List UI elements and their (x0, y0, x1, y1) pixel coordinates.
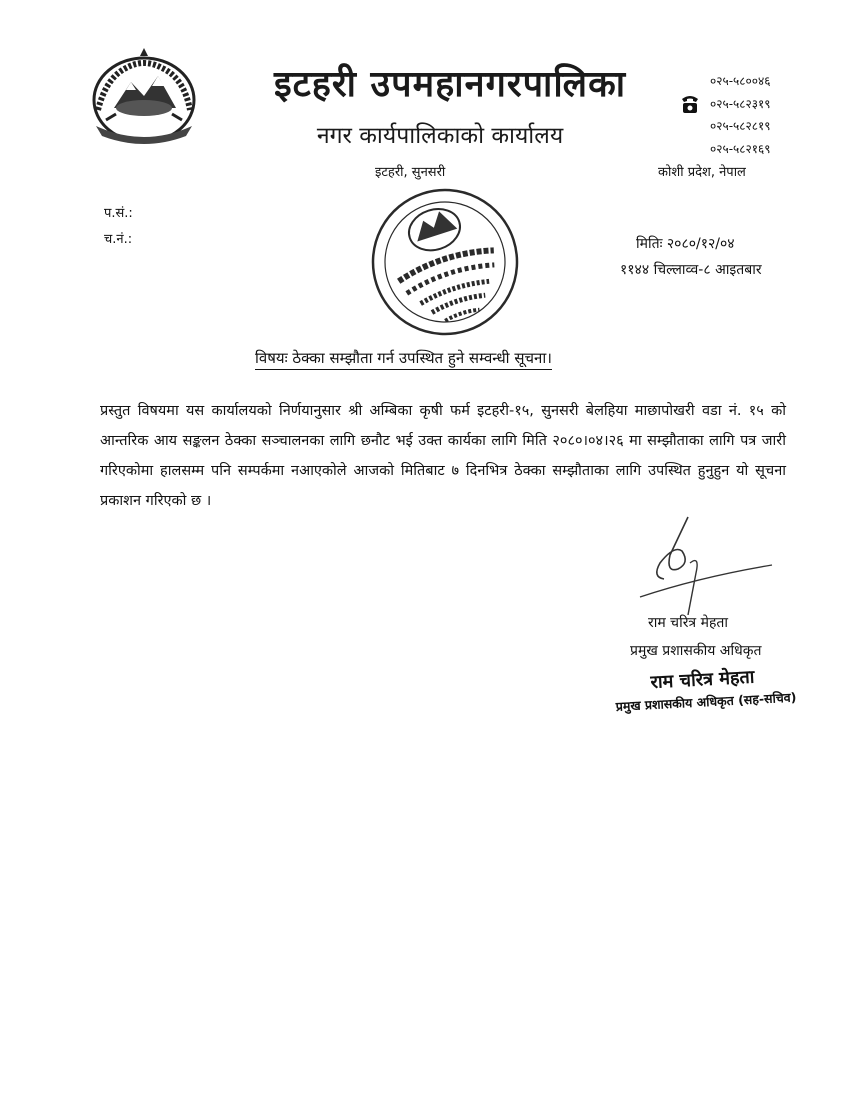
phone-number-2: ०२५-५८२३१९ (710, 96, 771, 111)
province-label: कोशी प्रदेश, नेपाल (658, 165, 746, 180)
notice-body-paragraph: प्रस्तुत विषयमा यस कार्यालयको निर्णयानुसार श्री अम्बिका कृषी फर्म इटहरी-१५, सुनसरी बेलहिया माछापोखरी वडा नं. १५ को आन्तरिक आय सङ्कलन ठेक्का सञ्चालनका लागि छनौट भई उक्त कार्यका लागि मिति २०८०।०४।२६ मा सम्झौताका लागि पत्र जारी गरिएकोमा हालसम्म पनि सम्पर्कमा नआएकोले आजको मितिबाट ७ दिनभित्र ठेक्का सम्झौताका लागि उपस्थित हुनुहुन यो सूचना प्रकाशन गरिएको छ । (100, 403, 786, 509)
letter-date: मितिः २०८०/१२/०४ (636, 236, 735, 252)
handwritten-signature (630, 515, 780, 615)
phone-number-4: ०२५-५८२१६९ (710, 141, 771, 156)
subject-line: विषयः ठेक्का सम्झौता गर्न उपस्थित हुने सम्वन्धी सूचना। (255, 348, 552, 370)
signatory-name: राम चरित्र मेहता (648, 615, 729, 631)
office-subtitle: नगर कार्यपालिकाको कार्यालय (316, 123, 564, 149)
municipality-title: इटहरी उपमहानगरपालिका (273, 64, 627, 105)
reference-date-line: ११४४ चिल्लाव्व-८ आइतबार (620, 262, 762, 278)
nepal-emblem-icon (86, 48, 202, 148)
phone-number-1: ०२५-५८००४६ (710, 74, 771, 88)
phone-number-3: ०२५-५८२८१९ (710, 119, 771, 133)
telephone-icon (680, 93, 700, 115)
stamp-name: राम चरित्र मेहता (650, 666, 755, 694)
dispatch-number-label: च.नं.: (104, 232, 133, 247)
name-rubber-stamp (614, 662, 816, 715)
signatory-title: प्रमुख प्रशासकीय अधिकृत (630, 643, 762, 659)
stamp-title: प्रमुख प्रशासकीय अधिकृत (सह-सचिव) (615, 689, 797, 714)
phone-numbers (710, 70, 771, 160)
office-round-stamp (365, 182, 525, 342)
reference-number-label: प.सं.: (104, 206, 133, 221)
office-location: इटहरी, सुनसरी (375, 165, 446, 180)
